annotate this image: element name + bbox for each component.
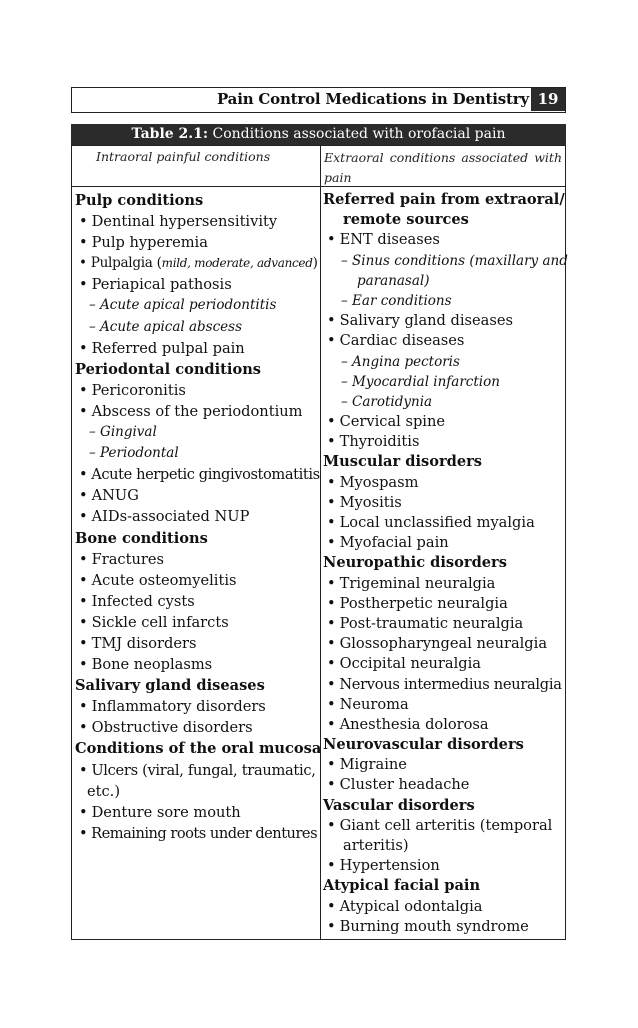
list-item: • Remaining roots under dentures <box>75 823 318 844</box>
list-item: • Thyroiditis <box>323 432 563 452</box>
list-item: • Nervous intermedius neuralgia <box>323 675 563 695</box>
section-heading: Salivary gland diseases <box>75 677 265 695</box>
table-caption <box>71 124 566 145</box>
list-item: • Referred pulpal pain <box>75 338 318 359</box>
sub-item: – Angina pectoris <box>341 353 460 370</box>
list-item-text: Pulpalgia ( <box>90 255 162 272</box>
sub-item: – Gingival <box>89 424 157 441</box>
list-item: • Postherpetic neuralgia <box>323 594 563 614</box>
section-heading: Vascular disorders <box>323 796 475 814</box>
list-item: • Pericoronitis <box>75 380 318 401</box>
list-item: • Neuroma <box>323 695 563 715</box>
list-item: • Cluster headache <box>323 775 563 795</box>
header-title: Pain Control Medications in Dentistry <box>217 90 529 108</box>
page-number: 19 <box>531 88 565 111</box>
list-item: • Infected cysts <box>75 591 318 612</box>
caption-label: Table 2.1: <box>131 126 209 142</box>
list-item: • Anesthesia dolorosa <box>323 715 563 735</box>
list-item: • ANUG <box>75 485 318 506</box>
column-divider <box>320 146 321 939</box>
list-item: • Fractures <box>75 549 318 570</box>
list-item: • Atypical odontalgia <box>323 897 563 917</box>
list-item: • Occipital neuralgia <box>323 654 563 674</box>
list-item: • Cervical spine <box>323 412 563 432</box>
section-heading: Neurovascular disorders <box>323 736 524 754</box>
column-header-extraoral: Extraoral conditions associated with pain <box>324 150 562 185</box>
list-item: • Bone neoplasms <box>75 654 318 675</box>
list-item-continued: etc.) <box>87 782 121 800</box>
sub-item: – Acute apical abscess <box>89 318 243 335</box>
caption-text: Conditions associated with orofacial pain <box>208 126 506 142</box>
section-heading: Atypical facial pain <box>323 877 481 895</box>
list-item: • Myofacial pain <box>323 533 563 553</box>
list-item <box>75 253 318 274</box>
section-heading: Muscular disorders <box>323 453 483 471</box>
sub-item: – Ear conditions <box>341 292 452 309</box>
list-item: • Ulcers (viral, fungal, traumatic, <box>75 760 318 781</box>
list-item: • Sickle cell infarcts <box>75 612 318 633</box>
section-heading: Conditions of the oral mucosa <box>75 740 322 758</box>
list-item: • Giant cell arteritis (temporal <box>323 816 563 836</box>
list-item: • Inflammatory disorders <box>75 696 318 717</box>
column-header-intraoral: Intraoral painful conditions <box>96 149 271 164</box>
sub-item-continued: paranasal) <box>357 272 430 289</box>
list-item: • Glossopharyngeal neuralgia <box>323 634 563 654</box>
list-item: • Dentinal hypersensitivity <box>75 211 318 232</box>
list-item: • Cardiac diseases <box>323 331 563 351</box>
list-item: • Obstructive disorders <box>75 717 318 738</box>
list-item: • Acute osteomyelitis <box>75 570 318 591</box>
list-item-close: ) <box>312 255 318 272</box>
list-item: • Post-traumatic neuralgia <box>323 614 563 634</box>
list-item: • Myospasm <box>323 473 563 493</box>
list-item: • Denture sore mouth <box>75 802 318 823</box>
intraoral-column <box>75 190 322 844</box>
section-heading: Pulp conditions <box>75 192 204 209</box>
running-header <box>71 87 566 113</box>
list-item: • Burning mouth syndrome <box>323 917 563 937</box>
list-item-continued: arteritis) <box>343 837 409 854</box>
section-heading: Bone conditions <box>75 529 208 547</box>
list-item: • Abscess of the periodontium <box>75 401 318 422</box>
sub-item: – Sinus conditions (maxillary and <box>341 252 568 269</box>
sub-item: – Myocardial infarction <box>341 373 500 390</box>
list-item: • ENT diseases <box>323 230 563 250</box>
list-item: • Acute herpetic gingivostomatitis <box>75 464 318 485</box>
list-item: • Migraine <box>323 755 563 775</box>
section-heading: Neuropathic disorders <box>323 554 507 572</box>
conditions-table <box>71 145 566 940</box>
list-item: • Pulp hyperemia <box>75 232 318 253</box>
list-item-note: mild, moderate, advanced <box>161 256 313 271</box>
list-item: • Hypertension <box>323 856 563 876</box>
sub-item: – Acute apical periodontitis <box>89 297 277 314</box>
list-item: • TMJ disorders <box>75 633 318 654</box>
section-heading-continued: remote sources <box>343 211 469 229</box>
list-item: • AIDs-associated NUP <box>75 506 318 527</box>
sub-item: – Periodontal <box>89 445 179 462</box>
sub-item: – Carotidynia <box>341 393 433 410</box>
list-item: • Salivary gland diseases <box>323 311 563 331</box>
section-heading: Periodontal conditions <box>75 360 262 378</box>
extraoral-column <box>323 190 568 937</box>
list-item: • Local unclassified myalgia <box>323 513 563 533</box>
list-item: • Periapical pathosis <box>75 274 318 295</box>
list-item: • Trigeminal neuralgia <box>323 574 563 594</box>
section-heading: Referred pain from extraoral/ <box>323 191 565 208</box>
list-item: • Myositis <box>323 493 563 513</box>
